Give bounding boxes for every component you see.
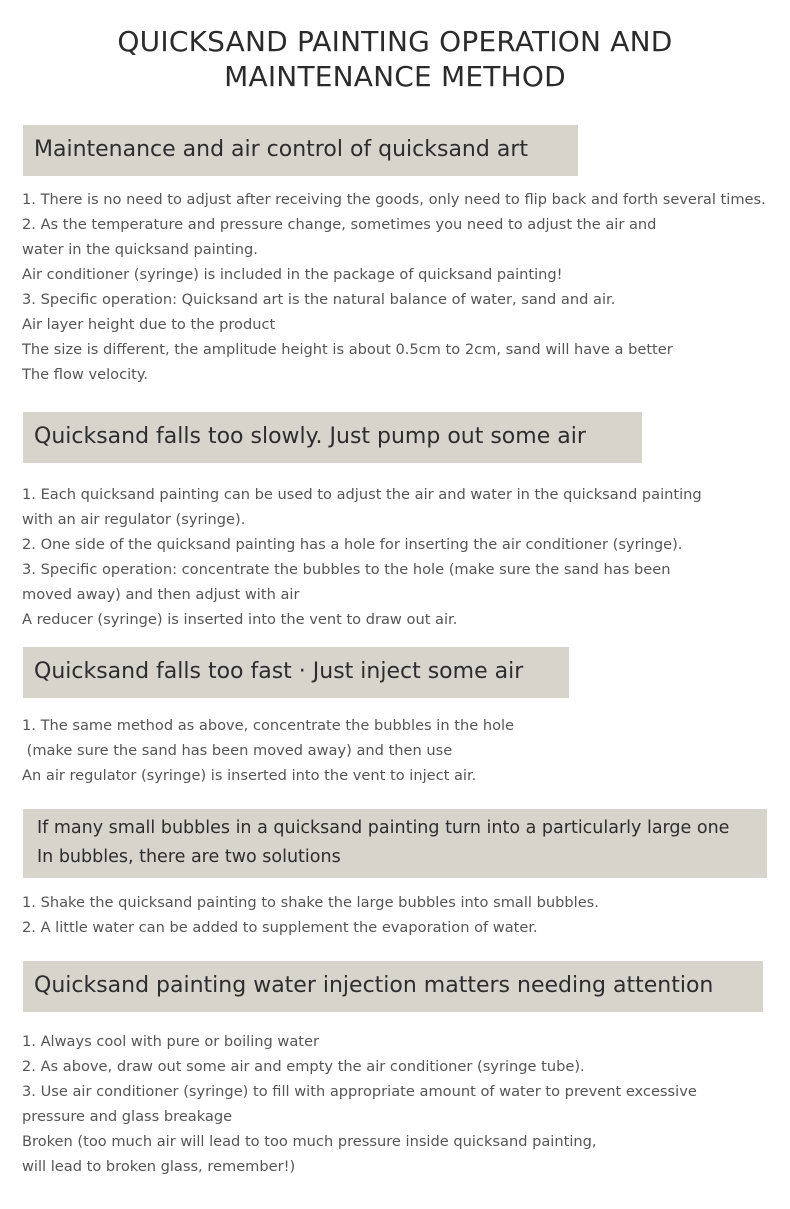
section-heading-water-injection: Quicksand painting water injection matters needing attention xyxy=(23,961,763,1012)
body-line: 3. Specific operation: Quicksand art is the natural balance of water, sand and air. xyxy=(22,291,616,308)
body-line: 1. Each quicksand painting can be used to adjust the air and water in the quicksand painting xyxy=(22,486,702,503)
body-line: with an air regulator (syringe). xyxy=(22,511,246,528)
section-heading-line-2: In bubbles, there are two solutions xyxy=(37,847,341,867)
section-heading-large-bubbles xyxy=(23,809,767,878)
body-line: 1. There is no need to adjust after receiving the goods, only need to flip back and forth several times. xyxy=(22,191,766,208)
body-line: A reducer (syringe) is inserted into the vent to draw out air. xyxy=(22,611,458,628)
body-line: 1. The same method as above, concentrate the bubbles in the hole xyxy=(22,717,515,734)
body-line: 1. Always cool with pure or boiling water xyxy=(22,1033,319,1050)
page-title-line-2: MAINTENANCE METHOD xyxy=(224,60,566,93)
page-title-line-1: QUICKSAND PAINTING OPERATION AND xyxy=(117,25,673,58)
section-heading-falls-too-slowly: Quicksand falls too slowly. Just pump out some air xyxy=(23,412,642,463)
section-body-water-injection xyxy=(22,1029,697,1179)
body-line: 1. Shake the quicksand painting to shake the large bubbles into small bubbles. xyxy=(22,894,599,911)
body-line: Air layer height due to the product xyxy=(22,316,276,333)
body-line: Air conditioner (syringe) is included in the package of quicksand painting! xyxy=(22,266,563,283)
section-body-falls-too-fast xyxy=(22,713,514,788)
body-line: The size is different, the amplitude height is about 0.5cm to 2cm, sand will have a better xyxy=(22,341,673,358)
section-heading-line-1: If many small bubbles in a quicksand painting turn into a particularly large one xyxy=(37,818,730,838)
section-heading-falls-too-fast: Quicksand falls too fast · Just inject some air xyxy=(23,647,569,698)
section-body-large-bubbles xyxy=(22,890,599,940)
body-line: The flow velocity. xyxy=(22,366,149,383)
page-title xyxy=(0,24,790,94)
body-line: will lead to broken glass, remember!) xyxy=(22,1158,296,1175)
body-line: 2. As above, draw out some air and empty the air conditioner (syringe tube). xyxy=(22,1058,585,1075)
body-line: (make sure the sand has been moved away) and then use xyxy=(22,742,453,759)
body-line: 2. A little water can be added to supplement the evaporation of water. xyxy=(22,919,538,936)
body-line: water in the quicksand painting. xyxy=(22,241,258,258)
body-line: An air regulator (syringe) is inserted into the vent to inject air. xyxy=(22,767,477,784)
body-line: Broken (too much air will lead to too much pressure inside quicksand painting, xyxy=(22,1133,597,1150)
body-line: 3. Specific operation: concentrate the bubbles to the hole (make sure the sand has been xyxy=(22,561,671,578)
body-line: pressure and glass breakage xyxy=(22,1108,233,1125)
section-body-falls-too-slowly xyxy=(22,482,702,632)
section-body-maintenance xyxy=(22,187,766,387)
body-line: 2. One side of the quicksand painting has a hole for inserting the air conditioner (syringe). xyxy=(22,536,683,553)
body-line: moved away) and then adjust with air xyxy=(22,586,300,603)
body-line: 2. As the temperature and pressure change, sometimes you need to adjust the air and xyxy=(22,216,657,233)
section-heading-maintenance: Maintenance and air control of quicksand art xyxy=(23,125,578,176)
body-line: 3. Use air conditioner (syringe) to fill with appropriate amount of water to prevent excessive xyxy=(22,1083,697,1100)
